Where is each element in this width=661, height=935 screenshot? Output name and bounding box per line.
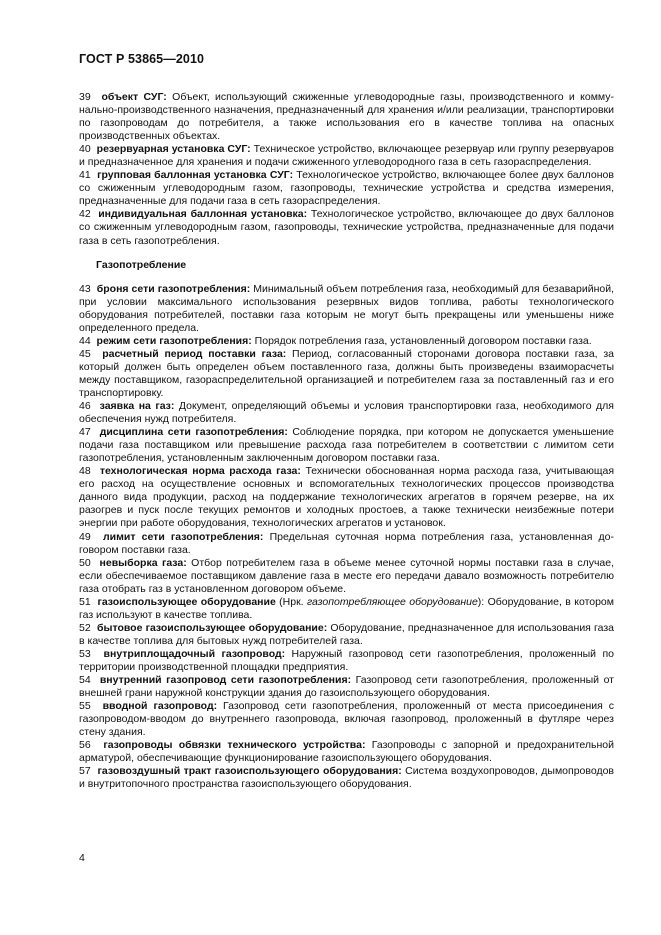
- entry-number: 44: [79, 334, 91, 347]
- entry-term: объект СУГ:: [101, 91, 167, 103]
- definition-entry: [79, 348, 614, 400]
- entry-term: заявка на газ:: [99, 400, 175, 413]
- entry-term: вводной газопровод:: [102, 700, 218, 713]
- entry-definition: Порядок потребления газа, установленный договором поставки газа.: [251, 334, 592, 347]
- entry-number: 41: [79, 169, 91, 182]
- entry-number: 57: [79, 765, 91, 778]
- entry-number: 47: [79, 426, 91, 439]
- definition-entry: [79, 700, 614, 739]
- entry-term: броня сети газопотребления:: [96, 282, 251, 295]
- entry-definition: Период, согласованный сторонами договора поставки газа, за который должен быть определен объем поставленного газа, должны быть произведены взаиморасчеты между поставщиком, газораспределительной организацией и потребителем газа за поставленный газ и его транспортировку.: [79, 347, 614, 399]
- definition-entry: [79, 426, 614, 465]
- entry-term: дисциплина сети газопотребления:: [99, 426, 288, 439]
- entry-number: 46: [79, 400, 91, 413]
- entry-definition: Система воздухопроводов, дымопроводов и внутритопочного пространства газоиспользующего оборудования.: [79, 765, 614, 791]
- entry-note: (Нрк.: [275, 595, 307, 608]
- entry-term: внутренний газопровод сети газопотребления:: [99, 674, 352, 687]
- entry-term: резервуарная установка СУГ:: [96, 143, 251, 156]
- entry-term: технологическая норма расхода газа:: [99, 465, 301, 478]
- entry-term: режим сети газопотребления:: [96, 334, 252, 347]
- entry-number: 49: [79, 530, 91, 543]
- entry-term: невыборка газа:: [99, 556, 187, 569]
- entry-term: расчетный период поставки газа:: [102, 347, 287, 360]
- entry-definition: Технологическое устройство, включающее более двух баллонов со сжиженным углеводородным газом, газопроводы, технические устройства и средства измерения, предназначенные для подачи газа в сеть газораспределения.: [79, 169, 614, 208]
- entry-definition: Технологическое устройство, включающее до двух баллонов со сжиженным углеводородным газом, газопроводы, технические устройства, предназначенные для подачи газа в сеть газопотребления.: [79, 208, 614, 247]
- entry-definition: ): Оборудование, в котором газ используют в качестве топлива.: [79, 595, 614, 621]
- entry-definition: Минимальный объем потребления газа, необходимый для безаварийной, при условии максимального использования резервных видов топлива, работы технологического оборудования потребителей, поставки газа которым не могут быть прекращены или уменьшены ниже определенного предела.: [79, 282, 615, 334]
- definition-entry: [79, 557, 614, 596]
- definition-entry: [79, 465, 614, 530]
- entry-number: 40: [79, 143, 91, 156]
- entry-number: 43: [79, 282, 91, 295]
- definition-entry: [79, 143, 614, 169]
- entry-term: газопроводы обвязки технического устройства:: [103, 739, 366, 752]
- entry-number: 52: [79, 621, 91, 634]
- entry-number: 51: [79, 595, 91, 608]
- entry-definition: Объект, использующий сжиженные углеводородные газы, производственного и коммунально-производственного назначения, предназначенный для хранения и/или реализации, транспортировки по газопроводам до потребителя, а также использования его в качестве топлива на опасных производственных объектах.: [79, 91, 615, 143]
- definition-entry: [79, 739, 614, 765]
- definition-entry: [79, 283, 614, 335]
- entry-number: 45: [79, 347, 91, 360]
- entry-definition: Газопроводы с запорной и предохранительной арматурой, обеспечивающие функционирование газоиспользующего оборудования.: [79, 739, 614, 765]
- definition-entry: [79, 674, 614, 700]
- definition-entry: [79, 400, 614, 426]
- document-body: [79, 91, 614, 791]
- entry-definition: Газопровод сети газопотребления, проложенный от внешней грани наружной конструкции здания до газоиспользующего оборудования.: [79, 674, 614, 700]
- document-header: ГОСТ Р 53865—2010: [79, 52, 205, 66]
- entry-number: 55: [79, 700, 91, 713]
- entry-nonrecommended-term: газопотребляющее оборудование: [306, 595, 478, 608]
- entry-definition: Документ, определяющий объемы и условия транспортировки газа, необходимого для обеспечения нужд потребителя.: [79, 400, 614, 426]
- entry-number: 56: [79, 739, 91, 752]
- definitions-group-gas-consumption: [79, 283, 614, 792]
- entry-term: газовоздушный тракт газоиспользующего оборудования:: [97, 765, 402, 778]
- entry-number: 42: [79, 208, 91, 221]
- entry-term: газоиспользующее оборудование: [97, 595, 276, 608]
- entry-term: внутриплощадочный газопровод:: [103, 647, 286, 660]
- entry-term: лимит сети газопотребления:: [103, 530, 264, 543]
- entry-number: 39: [79, 91, 91, 103]
- entry-definition: Оборудование, предназначенное для использования газа в качестве топлива для бытовых нужд потребителей газа.: [79, 621, 614, 647]
- entry-definition: Наружный газопровод сети газопотребления, проложенный по территории производственной площадки предприятия.: [79, 647, 614, 673]
- entry-definition: Соблюдение порядка, при котором не допускается уменьшение подачи газа поставщиком или превышение расхода газа потребителем в соответствии с лимитом сети газопотребления, установленным заключенным договором поставки газа.: [79, 426, 614, 465]
- definition-entry: [79, 91, 614, 143]
- entry-number: 53: [79, 647, 91, 660]
- entry-definition: Техническое устройство, включающее резервуар или группу резервуаров и предназначенное для хранения и подачи сжиженного углеводородного газа в сеть газораспределения.: [79, 143, 615, 169]
- entry-term: индивидуальная баллонная установка:: [98, 208, 308, 221]
- definition-entry: [79, 765, 614, 791]
- entry-definition: Технически обоснованная норма расхода газа, учитывающая его расход на осуществление основных и вспомогательных технологических процессов производства данного вида продукции, расход на поддержание технологических агрегатов в горячем резерве, на их разогрев и пуск после текущих ремонтов и холодных простоев, а также технически неизбежные потери энергии при работе оборудования, технологических агрегатов и установок.: [79, 465, 615, 530]
- entry-term: бытовое газоиспользующее оборудование:: [97, 621, 328, 634]
- entry-definition: Предельная суточная норма потребления газа, установленная договором поставки газа.: [79, 530, 614, 556]
- definition-entry: [79, 596, 614, 622]
- definitions-group-gas-supply: [79, 91, 614, 248]
- entry-number: 48: [79, 465, 91, 478]
- definition-entry: [79, 622, 614, 648]
- definition-entry: [79, 531, 614, 557]
- page-number: 4: [79, 852, 85, 864]
- entry-term: групповая баллонная установка СУГ:: [97, 169, 294, 182]
- entry-definition: Отбор потребителем газа в объеме менее суточной нормы поставки газа в случае, если обеспечиваемое поставщиком давление газа в месте его передачи давало возможность потребителю газа отобрать газ в установленном договором объеме.: [79, 556, 615, 595]
- section-title: Газопотребление: [96, 258, 187, 271]
- definition-entry: [79, 208, 614, 247]
- entry-number: 50: [79, 556, 91, 569]
- definition-entry: [79, 648, 614, 674]
- entry-definition: Газопровод сети газопотребления, проложенный от места присоединения с газопроводом-вводом до внутреннего газопровода, включая газопровод, проложенный в футляре через стену здания.: [79, 700, 614, 739]
- definition-entry: [79, 335, 614, 348]
- definition-entry: [79, 169, 614, 208]
- entry-number: 54: [79, 674, 91, 687]
